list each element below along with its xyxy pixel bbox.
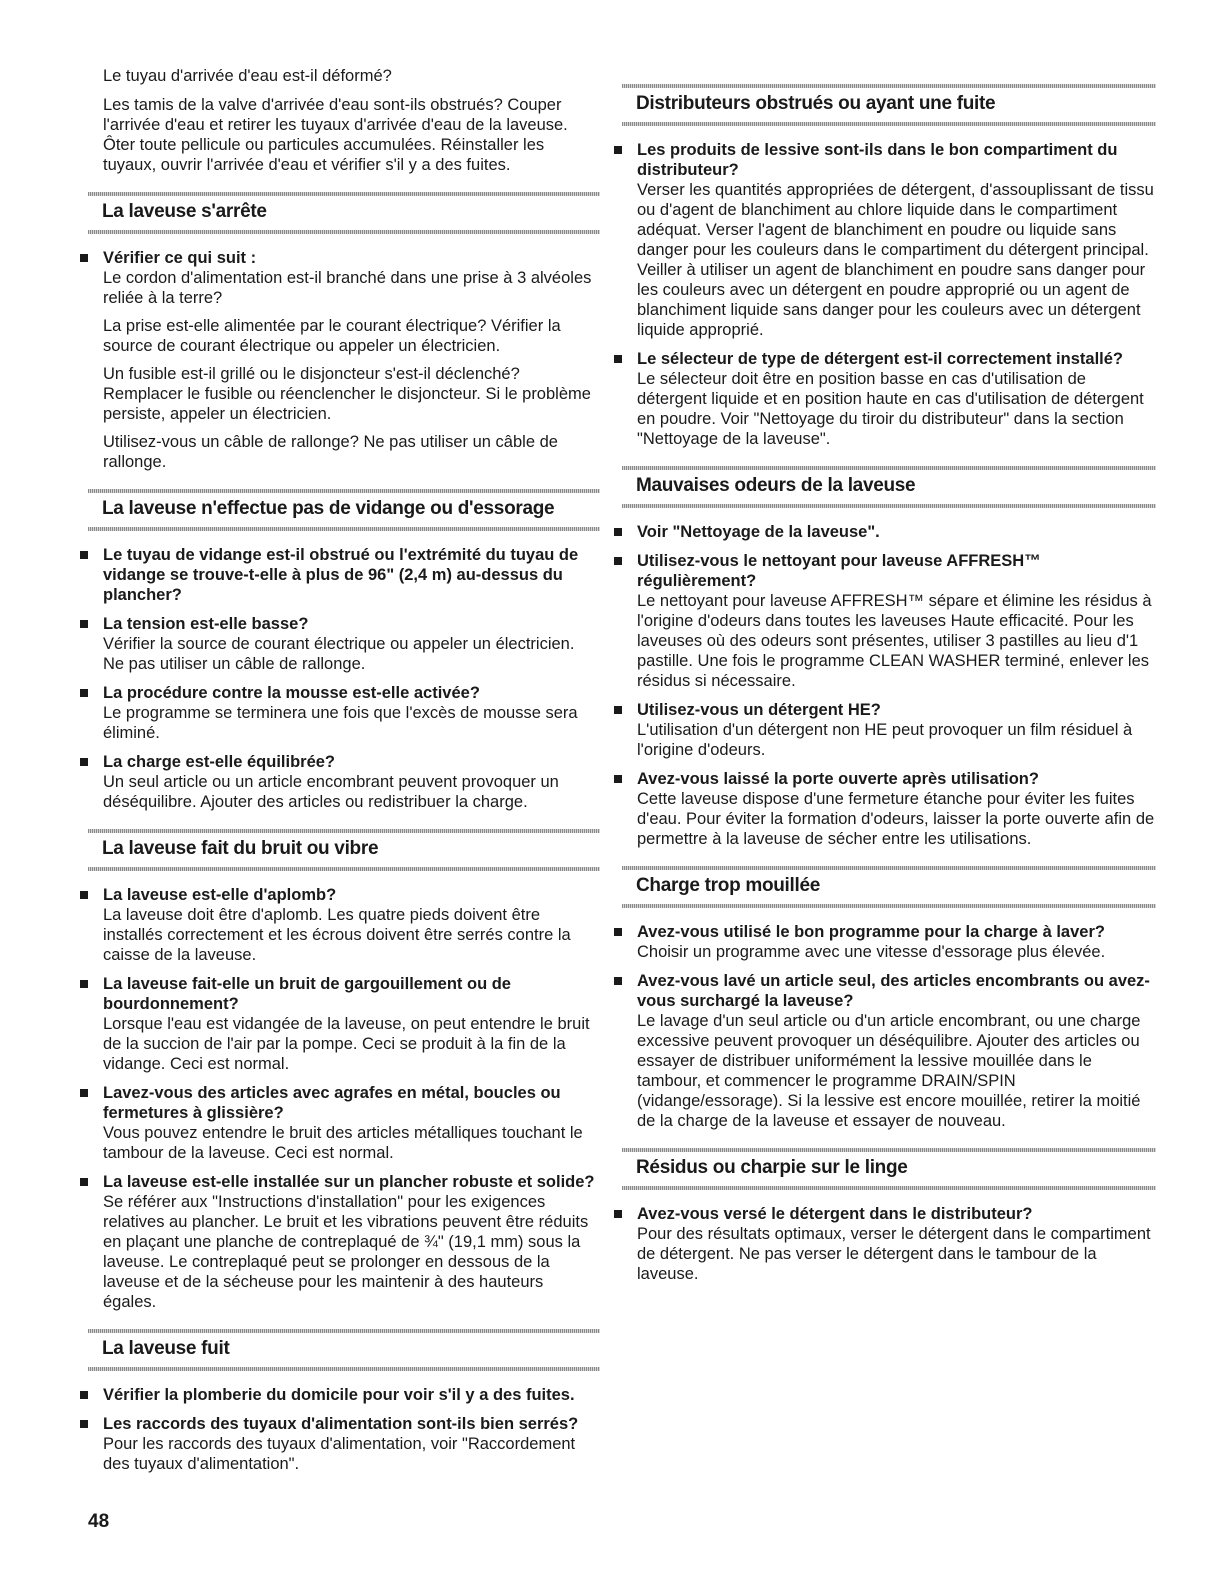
list-item: [622, 1204, 1156, 1284]
heading-rule: [88, 192, 600, 196]
page-number: 48: [88, 1511, 110, 1532]
item-question: Avez-vous lavé un article seul, des articles encombrants ou avez-vous surchargé la laveuse?: [637, 972, 1150, 1010]
answer-paragraph: Un seul article ou un article encombrant peuvent provoquer un déséquilibre. Ajouter des articles ou redistribuer la charge.: [103, 773, 559, 811]
troubleshooting-section: [622, 1140, 1156, 1284]
intro-text: [88, 66, 600, 175]
section-heading: Charge trop mouillée: [636, 875, 821, 896]
square-bullet-icon: [80, 1420, 88, 1428]
item-answer: [103, 268, 600, 472]
section-heading-bar: [622, 1140, 1156, 1194]
troubleshooting-section: [88, 1321, 600, 1474]
list-item: [88, 752, 600, 812]
list-item: [622, 769, 1156, 849]
section-items: [622, 922, 1156, 1131]
item-question: Utilisez-vous le nettoyant pour laveuse AFFRESH™ régulièrement?: [637, 552, 1041, 590]
section-heading-bar: [88, 821, 600, 875]
square-bullet-icon: [614, 146, 622, 154]
answer-paragraph: Le lavage d'un seul article ou d'un article encombrant, ou une charge excessive peuvent provoquer un déséquilibre. Ajouter des articles ou essayer de distribuer uniformément la lessive mouillée dans le tambour, et commencer le programme DRAIN/SPIN (vidange/essorage). Si la lessive est encore mouillée, retirer la moitié de la charge de la laveuse et essayer de nouveau.: [637, 1012, 1141, 1130]
heading-rule: [88, 829, 600, 833]
heading-rule: [88, 527, 600, 531]
item-answer: [637, 789, 1156, 849]
answer-paragraph: Le sélecteur doit être en position basse en cas d'utilisation de détergent liquide et en position haute en cas d'utilisation de détergent en poudre. Voir "Nettoyage du tiroir du distributeur" dans la section "Nettoyage de la laveuse".: [637, 370, 1144, 448]
item-answer: [103, 703, 600, 743]
list-item: [622, 922, 1156, 962]
item-question: Avez-vous laissé la porte ouverte après utilisation?: [637, 770, 1039, 788]
item-question: Vérifier la plomberie du domicile pour voir s'il y a des fuites.: [103, 1386, 575, 1404]
item-question: La laveuse fait-elle un bruit de gargouillement ou de bourdonnement?: [103, 975, 511, 1013]
section-heading: La laveuse s'arrête: [102, 201, 267, 222]
section-items: [88, 885, 600, 1312]
item-answer: [637, 591, 1156, 691]
square-bullet-icon: [614, 775, 622, 783]
answer-paragraph: Vérifier la source de courant électrique ou appeler un électricien. Ne pas utiliser un câble de rallonge.: [103, 635, 575, 673]
square-bullet-icon: [80, 891, 88, 899]
item-question: Lavez-vous des articles avec agrafes en métal, boucles ou fermetures à glissière?: [103, 1084, 561, 1122]
list-item: [88, 1172, 600, 1312]
item-question: La charge est-elle équilibrée?: [103, 753, 335, 771]
item-answer: [103, 634, 600, 674]
troubleshooting-section: [88, 481, 600, 812]
item-question: Vérifier ce qui suit :: [103, 249, 257, 267]
list-item: [88, 885, 600, 965]
answer-paragraph: La laveuse doit être d'aplomb. Les quatre pieds doivent être installés correctement et les écrous doivent être serrés contre la caisse de la laveuse.: [103, 906, 571, 964]
item-question: Voir "Nettoyage de la laveuse".: [637, 523, 880, 541]
square-bullet-icon: [614, 928, 622, 936]
item-answer: [637, 1011, 1156, 1131]
item-question: Avez-vous versé le détergent dans le distributeur?: [637, 1205, 1033, 1223]
heading-rule: [88, 1329, 600, 1333]
intro-paragraph: Le tuyau d'arrivée d'eau est-il déformé?: [103, 67, 392, 85]
item-question: La laveuse est-elle d'aplomb?: [103, 886, 337, 904]
heading-rule: [622, 466, 1156, 470]
item-answer: [103, 1014, 600, 1074]
item-answer: [637, 369, 1156, 449]
section-heading-bar: [622, 76, 1156, 130]
list-item: [622, 140, 1156, 340]
heading-rule: [88, 230, 600, 234]
section-heading: La laveuse fait du bruit ou vibre: [102, 838, 379, 859]
answer-paragraph: Pour des résultats optimaux, verser le détergent dans le compartiment de détergent. Ne pas verser le détergent dans le tambour de la laveuse.: [637, 1225, 1151, 1283]
section-items: [88, 545, 600, 812]
section-heading: Résidus ou charpie sur le linge: [636, 1157, 908, 1178]
section-items: [622, 1204, 1156, 1284]
list-item: [88, 1385, 600, 1405]
item-answer: [103, 1123, 600, 1163]
section-heading: La laveuse n'effectue pas de vidange ou d'essorage: [102, 498, 555, 519]
square-bullet-icon: [80, 1178, 88, 1186]
section-heading: La laveuse fuit: [102, 1338, 230, 1359]
section-heading: Mauvaises odeurs de la laveuse: [636, 475, 916, 496]
list-item: [88, 683, 600, 743]
troubleshooting-section: [622, 76, 1156, 449]
item-question: La procédure contre la mousse est-elle activée?: [103, 684, 480, 702]
item-question: Le tuyau de vidange est-il obstrué ou l'extrémité du tuyau de vidange se trouve-t-elle à plus de 96" (2,4 m) au-dessus du plancher?: [103, 546, 579, 604]
answer-paragraph: Le programme se terminera une fois que l'excès de mousse sera éliminé.: [103, 704, 578, 742]
item-answer: [103, 905, 600, 965]
troubleshooting-section: [622, 458, 1156, 849]
heading-rule: [622, 504, 1156, 508]
item-question: La tension est-elle basse?: [103, 615, 309, 633]
section-heading: Distributeurs obstrués ou ayant une fuite: [636, 93, 996, 114]
answer-paragraph: Le cordon d'alimentation est-il branché dans une prise à 3 alvéoles reliée à la terre?: [103, 269, 592, 307]
square-bullet-icon: [614, 977, 622, 985]
section-heading-bar: [88, 1321, 600, 1375]
list-item: [88, 614, 600, 674]
square-bullet-icon: [614, 528, 622, 536]
square-bullet-icon: [614, 355, 622, 363]
section-items: [88, 1385, 600, 1474]
square-bullet-icon: [614, 557, 622, 565]
heading-rule: [88, 489, 600, 493]
item-answer: [103, 772, 600, 812]
left-column: [88, 66, 600, 1483]
answer-paragraph: Utilisez-vous un câble de rallonge? Ne pas utiliser un câble de rallonge.: [103, 433, 558, 471]
square-bullet-icon: [80, 1089, 88, 1097]
list-item: [622, 349, 1156, 449]
item-question: Utilisez-vous un détergent HE?: [637, 701, 881, 719]
section-items: [88, 248, 600, 472]
heading-rule: [622, 866, 1156, 870]
item-answer: [637, 942, 1156, 962]
square-bullet-icon: [80, 758, 88, 766]
heading-rule: [622, 1186, 1156, 1190]
answer-paragraph: La prise est-elle alimentée par le courant électrique? Vérifier la source de courant électrique ou appeler un électricien.: [103, 317, 561, 355]
answer-paragraph: Se référer aux "Instructions d'installation" pour les exigences relatives au plancher. Le bruit et les vibrations peuvent être réduits en plaçant une planche de contreplaqué de ¾" (19,1 mm) sous la laveuse. Le contreplaqué peut se prolonger en dessous de la laveuse et de la sécheuse pour les maintenir à des hauteurs égales.: [103, 1193, 589, 1311]
answer-paragraph: Choisir un programme avec une vitesse d'essorage plus élevée.: [637, 943, 1106, 961]
square-bullet-icon: [80, 980, 88, 988]
heading-rule: [88, 867, 600, 871]
list-item: [88, 248, 600, 472]
answer-paragraph: Vous pouvez entendre le bruit des articles métalliques touchant le tambour de la laveuse. Ceci est normal.: [103, 1124, 583, 1162]
answer-paragraph: L'utilisation d'un détergent non HE peut provoquer un film résiduel à l'origine d'odeurs.: [637, 721, 1133, 759]
section-heading-bar: [88, 481, 600, 535]
square-bullet-icon: [80, 620, 88, 628]
item-question: Avez-vous utilisé le bon programme pour la charge à laver?: [637, 923, 1105, 941]
section-items: [622, 522, 1156, 849]
list-item: [88, 1414, 600, 1474]
square-bullet-icon: [80, 689, 88, 697]
item-answer: [637, 180, 1156, 340]
answer-paragraph: Verser les quantités appropriées de détergent, d'assouplissant de tissu ou d'agent de blanchiment au chlore liquide dans le compartiment adéquat. Verser l'agent de blanchiment en poudre ou liquide sans danger pour les couleurs dans le compartiment du détergent principal. Veiller à utiliser un agent de blanchiment en poudre sans danger pour les couleurs avec un détergent en poudre approprié ou un agent de blanchiment liquide sans danger pour les couleurs avec un détergent liquide approprié.: [637, 181, 1154, 339]
item-answer: [637, 1224, 1156, 1284]
left-sections: [88, 184, 600, 1474]
answer-paragraph: Lorsque l'eau est vidangée de la laveuse, on peut entendre le bruit de la succion de l'air par la pompe. Ceci se produit à la fin de la vidange. Ceci est normal.: [103, 1015, 590, 1073]
answer-paragraph: Pour les raccords des tuyaux d'alimentation, voir "Raccordement des tuyaux d'alimentation".: [103, 1435, 576, 1473]
square-bullet-icon: [614, 1210, 622, 1218]
square-bullet-icon: [80, 254, 88, 262]
right-sections: [622, 76, 1156, 1284]
item-question: Les raccords des tuyaux d'alimentation sont-ils bien serrés?: [103, 1415, 579, 1433]
list-item: [622, 551, 1156, 691]
square-bullet-icon: [80, 1391, 88, 1399]
list-item: [88, 974, 600, 1074]
item-answer: [103, 1434, 600, 1474]
item-question: Le sélecteur de type de détergent est-il correctement installé?: [637, 350, 1123, 368]
answer-paragraph: Un fusible est-il grillé ou le disjoncteur s'est-il déclenché? Remplacer le fusible ou réenclencher le disjoncteur. Si le problème persiste, appeler un électricien.: [103, 365, 591, 423]
troubleshooting-section: [622, 858, 1156, 1131]
heading-rule: [622, 1148, 1156, 1152]
list-item: [622, 971, 1156, 1131]
section-heading-bar: [622, 858, 1156, 912]
right-column: [622, 70, 1156, 1293]
list-item: [622, 522, 1156, 542]
square-bullet-icon: [80, 551, 88, 559]
section-items: [622, 140, 1156, 449]
troubleshooting-section: [88, 184, 600, 472]
heading-rule: [622, 84, 1156, 88]
item-answer: [103, 1192, 600, 1312]
heading-rule: [622, 122, 1156, 126]
item-question: La laveuse est-elle installée sur un plancher robuste et solide?: [103, 1173, 595, 1191]
section-heading-bar: [622, 458, 1156, 512]
answer-paragraph: Cette laveuse dispose d'une fermeture étanche pour éviter les fuites d'eau. Pour éviter la formation d'odeurs, laisser la porte ouverte afin de permettre à la laveuse de sécher entre les utilisations.: [637, 790, 1155, 848]
heading-rule: [88, 1367, 600, 1371]
section-heading-bar: [88, 184, 600, 238]
list-item: [88, 545, 600, 605]
square-bullet-icon: [614, 706, 622, 714]
item-answer: [637, 720, 1156, 760]
list-item: [88, 1083, 600, 1163]
list-item: [622, 700, 1156, 760]
item-question: Les produits de lessive sont-ils dans le bon compartiment du distributeur?: [637, 141, 1118, 179]
intro-paragraph: Les tamis de la valve d'arrivée d'eau sont-ils obstrués? Couper l'arrivée d'eau et retirer les tuyaux d'arrivée d'eau de la laveuse. Ôter toute pellicule ou particules accumulées. Réinstaller les tuyaux, ouvrir l'arrivée d'eau et vérifier s'il y a des fuites.: [103, 96, 568, 174]
troubleshooting-section: [88, 821, 600, 1312]
answer-paragraph: Le nettoyant pour laveuse AFFRESH™ sépare et élimine les résidus à l'origine d'odeurs dans toutes les laveuses Haute efficacité. Pour les laveuses où des odeurs sont présentes, utiliser 3 pastilles au lieu d'1 pastille. Une fois le programme CLEAN WASHER terminé, enlever les résidus si nécessaire.: [637, 592, 1152, 690]
heading-rule: [622, 904, 1156, 908]
